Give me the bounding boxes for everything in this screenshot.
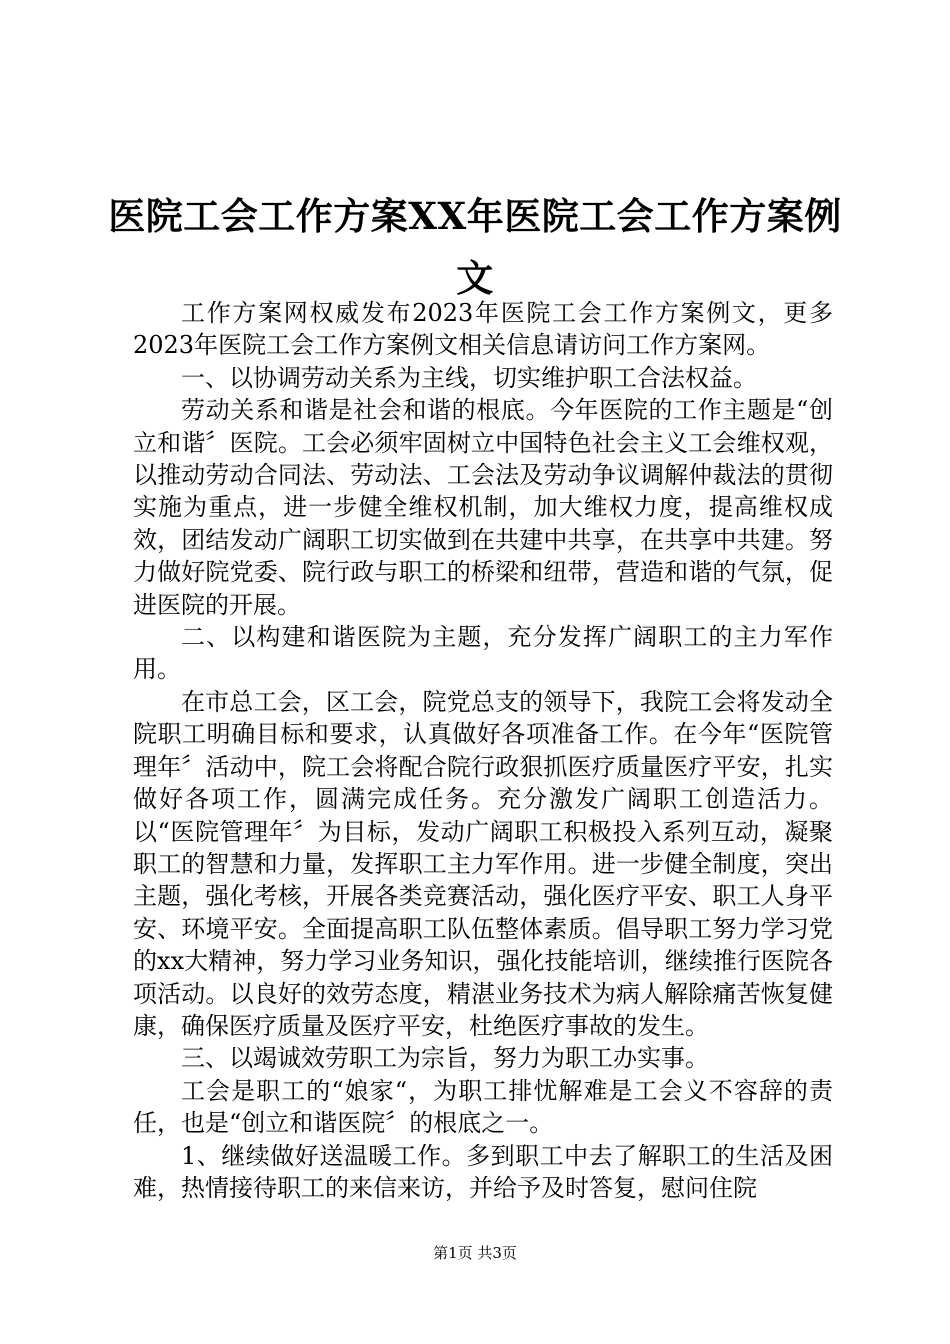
paragraph-section-1: 劳动关系和谐是社会和谐的根底。今年医院的工作主题是“创立和谐〞医院。工会必须牢固树立中国特色社会主义工会维权观，以推动劳动合同法、劳动法、工会法及劳动争议调解仲裁法的贯彻实施为重点，进一步健全维权机制，加大维权力度，提高维权成效，团结发动广阔职工切实做到在共建中共享，在共享中共建。努力做好院党委、院行政与职工的桥梁和纽带，营造和谐的气氛，促进医院的开展。 — [133, 396, 833, 619]
section-heading-2: 二、以构建和谐医院为主题，充分发挥广阔职工的主力军作用。 — [133, 623, 833, 684]
section-heading-1: 一、以协调劳动关系为主线，切实维护职工合法权益。 — [181, 363, 757, 392]
document-title: 医院工会工作方案XX年医院工会工作方案例文 — [108, 193, 842, 300]
section-heading-3: 三、以竭诚效劳职工为宗旨，努力为职工办实事。 — [181, 1044, 709, 1073]
paragraph-item-1: 1、继续做好送温暖工作。多到职工中去了解职工的生活及困难，热情接待职工的来信来访，并给予及时答复，慰问住院 — [133, 1141, 833, 1202]
page-footer: 第1页 共3页 — [433, 1244, 517, 1262]
paragraph-section-2: 在市总工会，区工会，院党总支的领导下，我院工会将发动全院职工明确目标和要求，认真做好各项准备工作。在今年“医院管理年〞活动中，院工会将配合院行政狠抓医疗质量医疗平安，扎实做好各项工作，圆满完成任务。充分激发广阔职工创造活力。以“医院管理年〞为目标，发动广阔职工积极投入系列互动，凝聚职工的智慧和力量，发挥职工主力军作用。进一步健全制度，突出主题，强化考核，开展各类竞赛活动，强化医疗平安、职工人身平安、环境平安。全面提高职工队伍整体素质。倡导职工努力学习党的xx大精神，努力学习业务知识，强化技能培训，继续推行医院各项活动。以良好的效劳态度，精湛业务技术为病人解除痛苦恢复健康，确保医疗质量及医疗平安，杜绝医疗事故的发生。 — [133, 687, 833, 1040]
document-body — [133, 297, 833, 1204]
paragraph-intro: 工作方案网权威发布2023年医院工会工作方案例文，更多2023年医院工会工作方案例文相关信息请访问工作方案网。 — [133, 299, 833, 360]
paragraph-section-3: 工会是职工的“娘家“，为职工排忧解难是工会义不容辞的责任，也是“创立和谐医院〞的根底之一。 — [133, 1076, 833, 1138]
